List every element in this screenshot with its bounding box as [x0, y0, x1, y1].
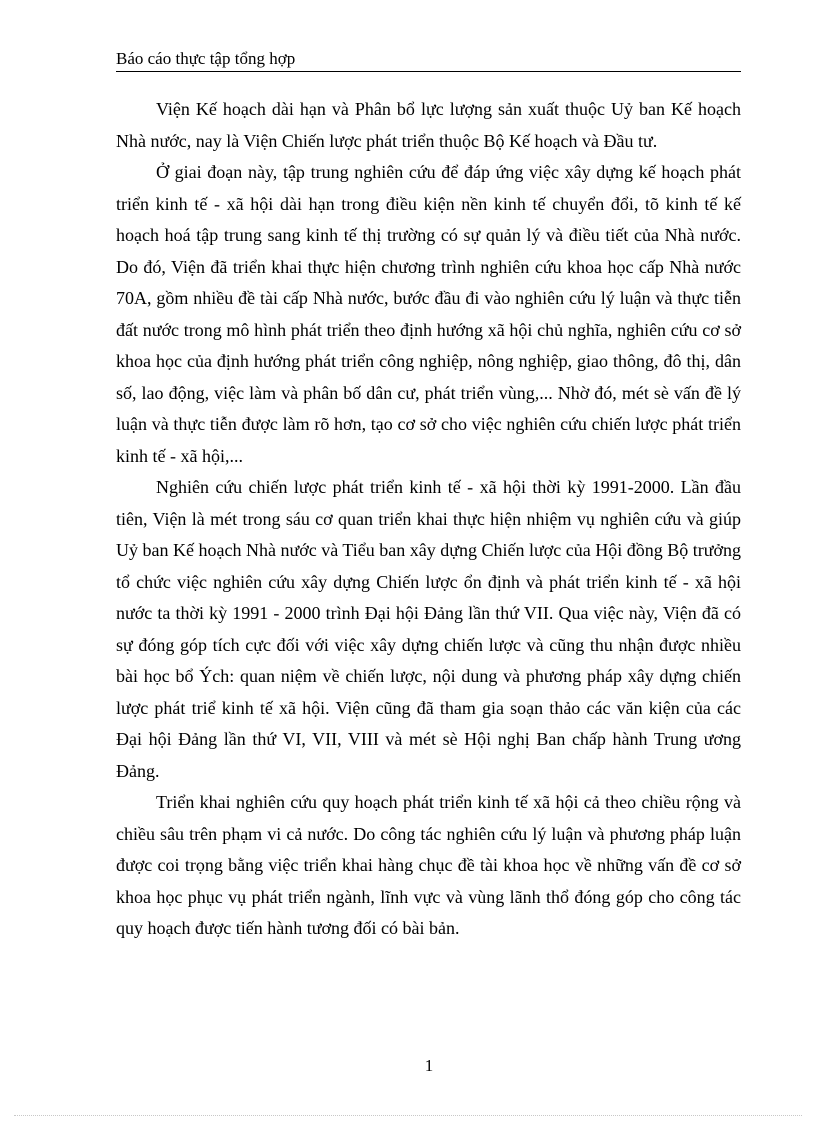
document-body — [116, 94, 741, 945]
page-number: 1 — [424, 1056, 434, 1075]
paragraph-4: Triển khai nghiên cứu quy hoạch phát triển kinh tế xã hội cả theo chiều rộng và chiều sâu trên phạm vi cả nước. Do công tác nghiên cứu lý luận và phương pháp luận được coi trọng bằng việc triển khai hàng chục đề tài khoa học về những vấn đề cơ sở khoa học phục vụ phát triển ngành, lĩnh vực và vùng lãnh thổ đóng góp cho công tác quy hoạch được tiến hành tương đối có bài bản. — [116, 792, 741, 938]
paragraph-1: Viện Kế hoạch dài hạn và Phân bổ lực lượng sản xuất thuộc Uỷ ban Kế hoạch Nhà nước, nay là Viện Chiến lược phát triển thuộc Bộ Kế hoạch và Đầu tư. — [116, 99, 741, 151]
page-bottom-border — [14, 1115, 802, 1116]
paragraph-3: Nghiên cứu chiến lược phát triển kinh tế - xã hội thời kỳ 1991-2000. Lần đầu tiên, Viện là mét trong sáu cơ quan triển khai thực hiện nhiệm vụ nghiên cứu và giúp Uỷ ban Kế hoạch Nhà nước và Tiểu ban xây dựng Chiến lược của Hội đồng Bộ trưởng tổ chức việc nghiên cứu xây dựng Chiến lược ổn định và phát triển kinh tế - xã hội nước ta thời kỳ 1991 - 2000 trình Đại hội Đảng lần thứ VII. Qua việc này, Viện đã có sự đóng góp tích cực đối với việc xây dựng chiến lược và cũng thu nhận được nhiều bài học bổ Ých: quan niệm về chiến lược, nội dung và phương pháp xây dựng chiến lược phát triể kinh tế xã hội. Viện cũng đã tham gia soạn thảo các văn kiện của các Đại hội Đảng lần thứ VI, VII, VIII và mét sè Hội nghị Ban chấp hành Trung ương Đảng. — [116, 477, 741, 781]
paragraph-2: Ở giai đoạn này, tập trung nghiên cứu để đáp ứng việc xây dựng kế hoạch phát triển kinh tế - xã hội dài hạn trong điều kiện nền kinh tế chuyển đổi, tõ kinh tế kế hoạch hoá tập trung sang kinh tế thị trường có sự quản lý và điều tiết của Nhà nước. Do đó, Viện đã triển khai thực hiện chương trình nghiên cứu khoa học cấp Nhà nước 70A, gồm nhiều đề tài cấp Nhà nước, bước đầu đi vào nghiên cứu lý luận và thực tiễn đất nước trong mô hình phát triển theo định hướng xã hội chủ nghĩa, nghiên cứu cơ sở khoa học của định hướng phát triển công nghiệp, nông nghiệp, giao thông, đô thị, dân số, lao động, việc làm và phân bố dân cư, phát triển vùng,... Nhờ đó, mét sè vấn đề lý luận và thực tiễn được làm rõ hơn, tạo cơ sở cho việc nghiên cứu chiến lược phát triển kinh tế - xã hội,... — [116, 162, 741, 466]
page-header: Báo cáo thực tập tổng hợp — [116, 48, 741, 72]
